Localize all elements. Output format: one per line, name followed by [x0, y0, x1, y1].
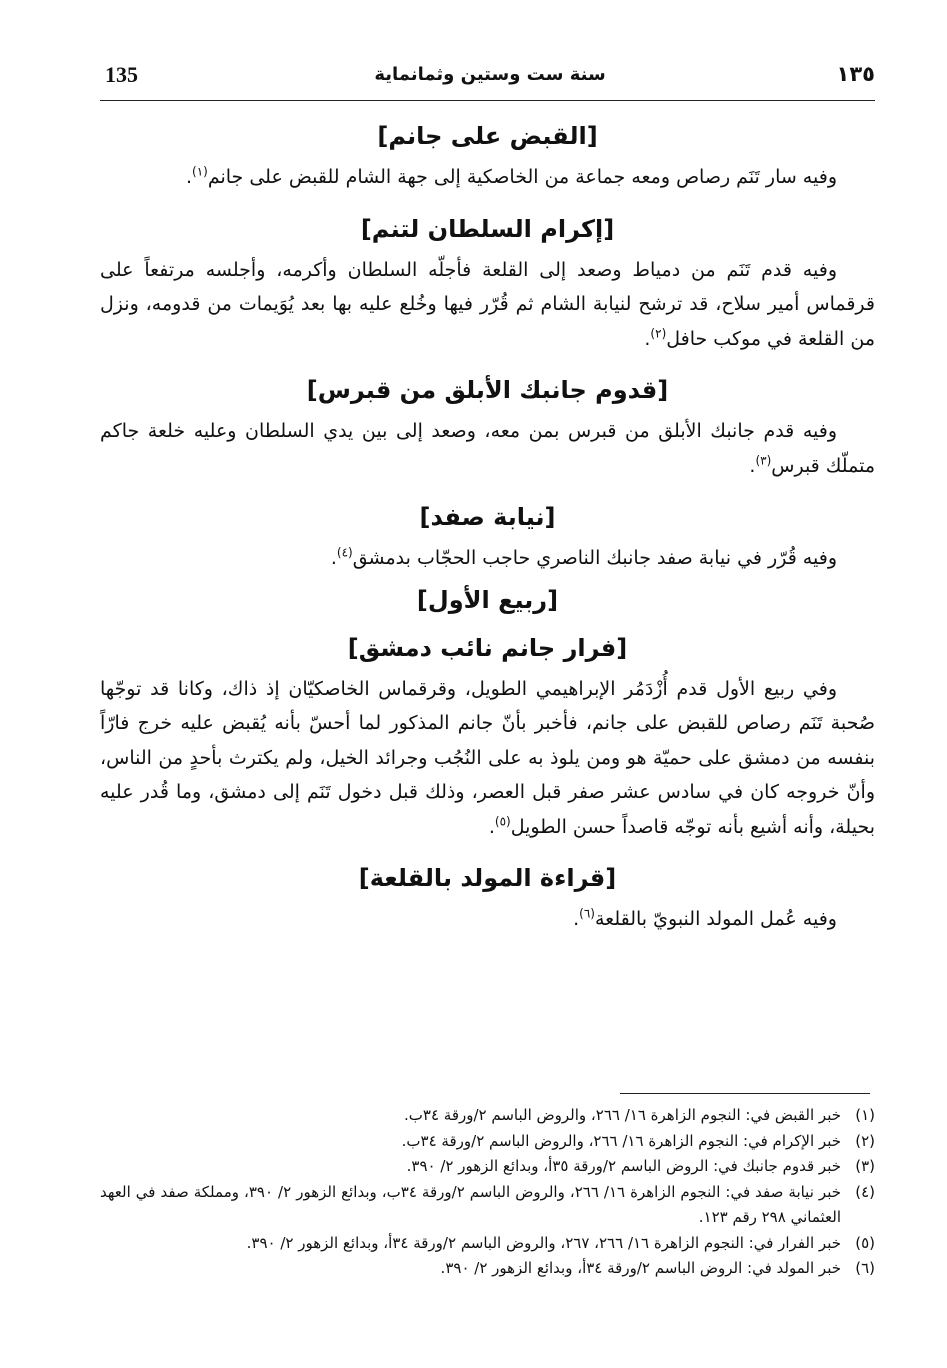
footnote-number: (٦) — [855, 1259, 875, 1277]
footnote-number: (٥) — [855, 1233, 875, 1252]
section-paragraph — [100, 253, 875, 357]
footnote-item — [100, 1154, 875, 1180]
month-heading: [ربيع الأول] — [416, 585, 559, 614]
page-header — [105, 62, 875, 96]
section-paragraph — [100, 160, 875, 195]
footnote-item — [100, 1180, 875, 1231]
footnote-number: (١) — [855, 1106, 875, 1124]
section-paragraph — [100, 414, 875, 483]
section-heading: [قدوم جانبك الأبلق من قبرس] — [306, 376, 669, 404]
paragraph-text: وفيه سار تَنَم رصاص ومعه جماعة من الخاصكية إلى جهة الشام للقبض على جانم — [207, 166, 837, 188]
running-title: سنة ست وستين وثمانماية — [374, 64, 606, 85]
paragraph-end: . — [330, 547, 337, 569]
paragraph-end: . — [185, 166, 192, 188]
section-heading: [فرار جانم نائب دمشق] — [347, 633, 628, 662]
section-paragraph — [100, 672, 875, 845]
header-rule — [100, 100, 875, 101]
footnote-marker: (١) — [192, 164, 208, 179]
main-text — [100, 112, 875, 937]
paragraph-end: . — [749, 454, 756, 477]
paragraph-text: وفيه قُرّر في نيابة صفد جانبك الناصري حاجب الحجّاب بدمشق — [352, 547, 837, 569]
footnote-item — [100, 1256, 875, 1282]
footnote-number: (٣) — [855, 1157, 875, 1175]
footnote-text: خبر نيابة صفد في: النجوم الزاهرة ١٦/ ٢٦٦، والروض الباسم ٢/ورقة ٣٤ب، وبدائع الزهور ٢/ ٣٩٠، ومملكة صفد في العهد العثماني ٢٩٨ رقم ١٢٣. — [100, 1182, 841, 1226]
footnote-number: (٢) — [855, 1131, 875, 1150]
page-number-arabic: ١٣٥ — [836, 62, 875, 86]
footnote-text: خبر المولد في: الروض الباسم ٢/ورقة ٣٤أ، وبدائع الزهور ٢/ ٣٩٠. — [440, 1259, 841, 1277]
paragraph-text: وفيه قدم تَنَم من دمياط وصعد إلى القلعة فأجلّه السلطان وأكرمه، وأجلسه مرتفعاً على قرقماس أمير سلاح، قد ترشح لنيابة الشام ثم قُرّر فيها وخُلع عليه بها بعد يُوَيمات من قدومه، ونزل من القلعة في موكب حافل — [100, 258, 875, 350]
section-heading: [نيابة صفد] — [419, 503, 556, 531]
page-number-latin: 135 — [105, 62, 138, 87]
footnote-marker: (٤) — [336, 545, 353, 560]
footnote-text: خبر القبض في: النجوم الزاهرة ١٦/ ٢٦٦، والروض الباسم ٢/ورقة ٣٤ب. — [404, 1106, 841, 1124]
footnote-item — [100, 1129, 875, 1155]
paragraph-end: . — [488, 815, 495, 838]
paragraph-text: وفيه قدم جانبك الأبلق من قبرس بمن معه، وصعد إلى بين يدي السلطان وعليه خلعة جاكم متملّك قبرس — [100, 420, 875, 477]
footnote-marker: (٥) — [494, 814, 511, 829]
footnote-marker: (٢) — [650, 326, 667, 341]
section-heading: [قراءة المولد بالقلعة] — [358, 864, 617, 892]
footnotes — [100, 1103, 875, 1282]
footnote-rule — [620, 1093, 870, 1094]
paragraph-end: . — [644, 327, 651, 350]
footnote-marker: (٦) — [579, 906, 595, 921]
footnote-text: خبر الإكرام في: النجوم الزاهرة ١٦/ ٢٦٦، والروض الباسم ٢/ورقة ٣٤ب. — [401, 1131, 841, 1150]
paragraph-end: . — [573, 908, 580, 930]
section-heading: [القبض على جانم] — [377, 122, 598, 150]
footnote-number: (٤) — [855, 1182, 875, 1201]
paragraph-text: وفيه عُمل المولد النبويّ بالقلعة — [594, 908, 837, 930]
section-paragraph — [100, 541, 875, 576]
paragraph-text: وفي ربيع الأول قدم أُزْدَمُر الإبراهيمي الطويل، وقرقماس الخاصكيّان إذ ذاك، وكانا قد توجّها صُحبة تَنَم رصاص للقبض على جانم، فأخبر بأنّ جانم المذكور لما أحسّ بأنه يُقبض عليه خرج فارّاً بنفسه من دمشق على حميّة هو ومن يلوذ به على النُجُب وجرائد الخيل، ولم يكترث بأحدٍ من الناس، وأنّ خروجه كان في سادس عشر صفر قبل العصر، وذلك قبل دخول تَنَم إلى دمشق، وما قُدر عليه بحيلة، وأنه أشيع بأنه توجّه قاصداً حسن الطويل — [100, 677, 875, 838]
footnote-item — [100, 1231, 875, 1257]
footnote-marker: (٣) — [755, 453, 772, 468]
footnote-item — [100, 1103, 875, 1129]
section-paragraph — [100, 902, 875, 937]
footnote-text: خبر الفرار في: النجوم الزاهرة ١٦/ ٢٦٦، ٢٦٧، والروض الباسم ٢/ورقة ٣٤أ، وبدائع الزهور ٢/ ٣٩٠. — [246, 1233, 841, 1252]
footnote-text: خبر قدوم جانبك في: الروض الباسم ٢/ورقة ٣٥أ، وبدائع الزهور ٢/ ٣٩٠. — [406, 1157, 841, 1175]
section-heading: [إكرام السلطان لتنم] — [360, 214, 615, 243]
